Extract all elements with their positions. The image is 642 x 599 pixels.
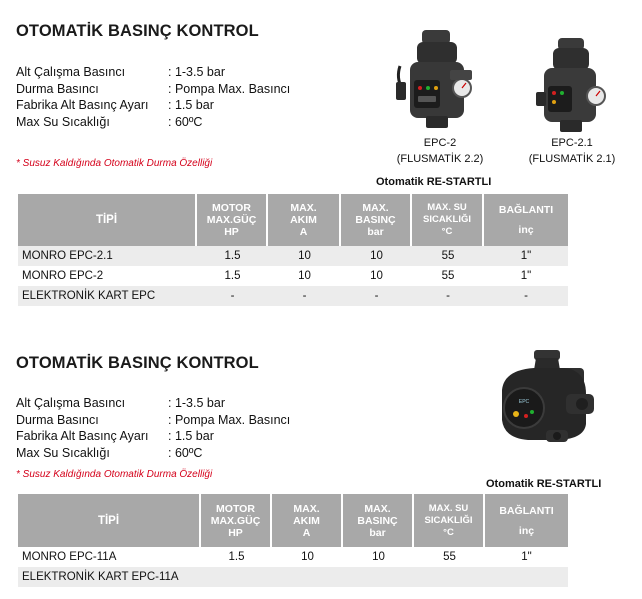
spec-value: : 1.5 bar (168, 98, 214, 112)
product-variant: (FLUSMATİK 2.1) (528, 153, 616, 165)
spec-label: Fabrika Alt Basınç Ayarı (16, 98, 149, 112)
cell-type: MONRO EPC-11A (22, 551, 117, 563)
cell-current (272, 567, 343, 587)
spec-value: : 1-3.5 bar (168, 396, 225, 410)
spec-value: : 60ºC (168, 445, 203, 460)
spec-label: Alt Çalışma Basıncı (16, 65, 126, 79)
header-type: TİPİ (18, 494, 201, 547)
cell-pressure: 10 (372, 551, 385, 563)
spec-label: Alt Çalışma Basıncı (16, 396, 126, 410)
cell-power: 1.5 (224, 270, 241, 282)
restart-label: Otomatik RE-STARTLI (486, 478, 602, 490)
spec-label: Durma Basıncı (16, 412, 99, 427)
cell-current: 10 (268, 246, 341, 266)
header-connection: BAĞLANTI inç (485, 494, 568, 547)
cell-connection: 1" (484, 246, 568, 266)
header-max-temp: MAX. SU SICAKLIĞI °C (414, 494, 485, 547)
header-motor-power: MOTOR MAX.GÜÇ HP (197, 194, 268, 246)
cell-type: MONRO EPC-2.1 (18, 246, 197, 266)
header-max-temp: MAX. SU SICAKLIĞI °C (412, 194, 484, 246)
cell-current: 10 (301, 551, 314, 563)
product-variant: (FLUSMATİK 2.2) (396, 153, 484, 165)
cell-temp: 55 (443, 551, 456, 563)
spec-row (16, 395, 290, 412)
spec-label: Durma Basıncı (16, 81, 99, 96)
spec-value: : 60ºC (168, 114, 203, 129)
cell-temp: 55 (441, 270, 455, 282)
cell-temp: - (412, 286, 484, 306)
cell-pressure: 10 (370, 270, 383, 282)
spec-value: : 1.5 bar (168, 429, 214, 443)
header-max-current: MAX. AKIM A (268, 194, 341, 246)
cell-pressure: 10 (341, 246, 412, 266)
spec-value: : Pompa Max. Basıncı (168, 412, 291, 427)
cell-type: MONRO EPC-2 (22, 270, 104, 282)
cell-power (201, 567, 272, 587)
spec-label: Fabrika Alt Basınç Ayarı (16, 429, 149, 443)
product-code: EPC-2.1 (551, 137, 593, 149)
spec-label: Max Su Sıcaklığı (16, 114, 110, 129)
cell-type: ELEKTRONİK KART EPC-11A (18, 567, 201, 587)
header-type: TİPİ (18, 194, 197, 246)
restart-label: Otomatik RE-STARTLI (376, 176, 492, 188)
header-connection: BAĞLANTI inç (484, 194, 568, 246)
table-row (18, 567, 568, 587)
spec-row (16, 412, 290, 429)
cell-connection: - (484, 286, 568, 306)
cell-temp: 55 (412, 246, 484, 266)
spec-value: : 1-3.5 bar (168, 65, 225, 79)
cell-pressure (343, 567, 414, 587)
header-max-current: MAX. AKIM A (272, 494, 343, 547)
svg-text:EPC: EPC (518, 399, 530, 405)
header-motor-power: MOTOR MAX.GÜÇ HP (201, 494, 272, 547)
dry-run-note: * Susuz Kaldığında Otomatik Durma Özelliği (16, 469, 213, 480)
table-row (18, 547, 568, 567)
cell-power: - (197, 286, 268, 306)
cell-temp (414, 567, 485, 587)
cell-current: - (268, 286, 341, 306)
epc-11a-product-image (494, 348, 598, 444)
header-max-pressure: MAX. BASINÇ bar (343, 494, 414, 547)
spec-row (16, 428, 290, 445)
cell-power: 1.5 (228, 551, 245, 563)
header-max-pressure: MAX. BASINÇ bar (341, 194, 412, 246)
cell-current: 10 (298, 270, 311, 282)
section-title: OTOMATİK BASINÇ KONTROL (16, 354, 259, 372)
cell-connection: 1" (520, 270, 532, 282)
cell-type: ELEKTRONİK KART EPC (18, 286, 197, 306)
product-table (18, 494, 568, 587)
spec-value: : Pompa Max. Basıncı (168, 81, 291, 96)
cell-connection: 1" (521, 551, 532, 563)
spec-label: Max Su Sıcaklığı (16, 445, 110, 460)
section-title: OTOMATİK BASINÇ KONTROL (16, 22, 259, 40)
table-header-row (18, 494, 568, 547)
spec-row (16, 445, 290, 462)
spec-list (16, 395, 290, 461)
cell-connection (485, 567, 568, 587)
dry-run-note: * Susuz Kaldığında Otomatik Durma Özelliği (16, 158, 213, 169)
product-code: EPC-2 (423, 137, 457, 149)
cell-pressure: - (341, 286, 412, 306)
cell-power: 1.5 (197, 246, 268, 266)
